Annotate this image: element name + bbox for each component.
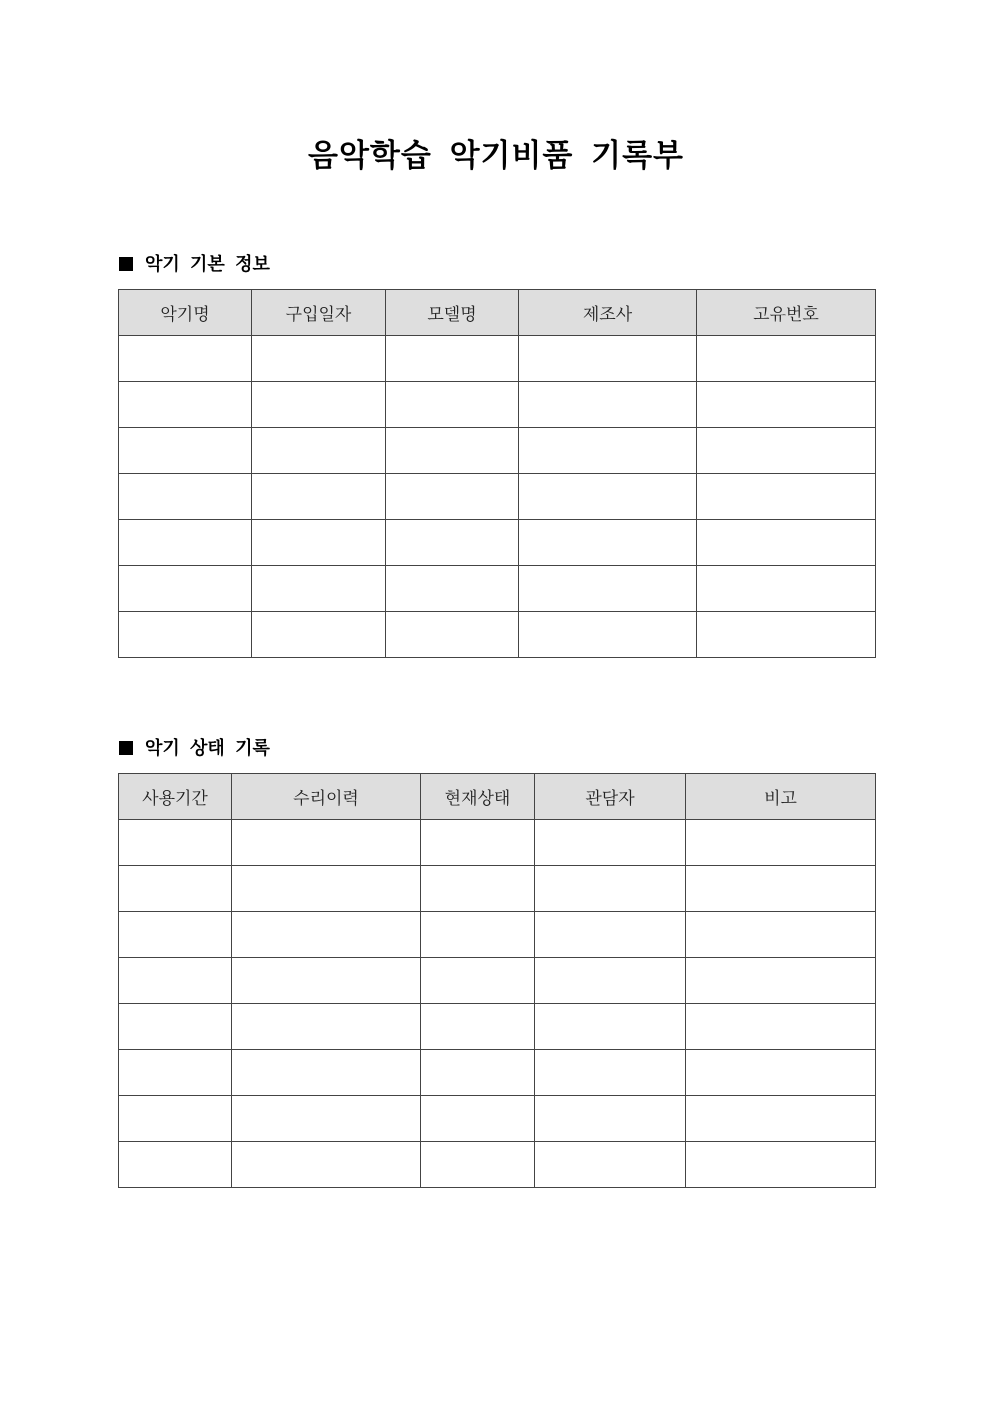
- table-cell-empty[interactable]: [686, 1142, 876, 1188]
- table-cell-empty[interactable]: [697, 566, 876, 612]
- table-cell-empty[interactable]: [519, 336, 697, 382]
- column-header: 현재상태: [421, 774, 535, 820]
- table-row: [119, 1050, 876, 1096]
- table-cell-empty[interactable]: [119, 1050, 232, 1096]
- section-heading-basic-info: [119, 253, 270, 277]
- table-cell-empty[interactable]: [252, 336, 386, 382]
- table-header-row: [119, 774, 876, 820]
- table-cell-empty[interactable]: [421, 1142, 535, 1188]
- table-cell-empty[interactable]: [119, 912, 232, 958]
- table-cell-empty[interactable]: [119, 958, 232, 1004]
- table-cell-empty[interactable]: [697, 382, 876, 428]
- table-cell-empty[interactable]: [232, 1004, 421, 1050]
- table-row: [119, 474, 876, 520]
- table-row: [119, 912, 876, 958]
- table-row: [119, 428, 876, 474]
- table-cell-empty[interactable]: [119, 428, 252, 474]
- table-cell-empty[interactable]: [119, 382, 252, 428]
- section-heading-label: 악기 기본 정보: [145, 254, 270, 275]
- table-cell-empty[interactable]: [535, 1050, 686, 1096]
- column-header: 모델명: [386, 290, 519, 336]
- table-cell-empty[interactable]: [686, 866, 876, 912]
- table-cell-empty[interactable]: [519, 520, 697, 566]
- table-cell-empty[interactable]: [232, 820, 421, 866]
- column-header: 제조사: [519, 290, 697, 336]
- square-bullet-icon: [119, 741, 133, 755]
- column-header: 악기명: [119, 290, 252, 336]
- column-header: 고유번호: [697, 290, 876, 336]
- table-cell-empty[interactable]: [232, 1096, 421, 1142]
- table-cell-empty[interactable]: [697, 520, 876, 566]
- table-cell-empty[interactable]: [421, 1096, 535, 1142]
- basic-info-table: [118, 289, 876, 658]
- table-cell-empty[interactable]: [697, 336, 876, 382]
- table-header-row: [119, 290, 876, 336]
- table-cell-empty[interactable]: [119, 474, 252, 520]
- column-header: 사용기간: [119, 774, 232, 820]
- table-cell-empty[interactable]: [252, 382, 386, 428]
- table-row: [119, 612, 876, 658]
- table-cell-empty[interactable]: [686, 958, 876, 1004]
- table-cell-empty[interactable]: [686, 912, 876, 958]
- table-cell-empty[interactable]: [535, 912, 686, 958]
- column-header: 수리이력: [232, 774, 421, 820]
- table-cell-empty[interactable]: [386, 520, 519, 566]
- table-cell-empty[interactable]: [386, 474, 519, 520]
- table-cell-empty[interactable]: [535, 1142, 686, 1188]
- table-cell-empty[interactable]: [697, 612, 876, 658]
- table-cell-empty[interactable]: [519, 566, 697, 612]
- table-row: [119, 866, 876, 912]
- table-cell-empty[interactable]: [686, 820, 876, 866]
- table-cell-empty[interactable]: [535, 1004, 686, 1050]
- table-cell-empty[interactable]: [232, 912, 421, 958]
- table-row: [119, 1142, 876, 1188]
- table-cell-empty[interactable]: [386, 336, 519, 382]
- square-bullet-icon: [119, 257, 133, 271]
- column-header: 관담자: [535, 774, 686, 820]
- table-row: [119, 382, 876, 428]
- table-row: [119, 1004, 876, 1050]
- table-cell-empty[interactable]: [119, 612, 252, 658]
- table-row: [119, 520, 876, 566]
- table-cell-empty[interactable]: [119, 566, 252, 612]
- table-cell-empty[interactable]: [252, 612, 386, 658]
- table-cell-empty[interactable]: [386, 428, 519, 474]
- status-record-table: [118, 773, 876, 1188]
- table-cell-empty[interactable]: [252, 474, 386, 520]
- table-cell-empty[interactable]: [421, 1050, 535, 1096]
- table-cell-empty[interactable]: [386, 566, 519, 612]
- table-cell-empty[interactable]: [232, 1050, 421, 1096]
- table-cell-empty[interactable]: [421, 1004, 535, 1050]
- table-cell-empty[interactable]: [535, 820, 686, 866]
- table-cell-empty[interactable]: [697, 474, 876, 520]
- table-row: [119, 566, 876, 612]
- table-cell-empty[interactable]: [232, 866, 421, 912]
- section-heading-label: 악기 상태 기록: [145, 738, 270, 759]
- table-row: [119, 958, 876, 1004]
- table-cell-empty[interactable]: [519, 382, 697, 428]
- table-cell-empty[interactable]: [252, 566, 386, 612]
- table-cell-empty[interactable]: [686, 1004, 876, 1050]
- column-header: 구입일자: [252, 290, 386, 336]
- table-cell-empty[interactable]: [119, 520, 252, 566]
- table-row: [119, 820, 876, 866]
- table-cell-empty[interactable]: [232, 1142, 421, 1188]
- table-cell-empty[interactable]: [119, 820, 232, 866]
- table-cell-empty[interactable]: [519, 428, 697, 474]
- table-cell-empty[interactable]: [535, 866, 686, 912]
- table-cell-empty[interactable]: [119, 1142, 232, 1188]
- table-cell-empty[interactable]: [519, 612, 697, 658]
- table-cell-empty[interactable]: [686, 1096, 876, 1142]
- table-cell-empty[interactable]: [421, 820, 535, 866]
- column-header: 비고: [686, 774, 876, 820]
- table-cell-empty[interactable]: [386, 612, 519, 658]
- table-cell-empty[interactable]: [519, 474, 697, 520]
- table-cell-empty[interactable]: [232, 958, 421, 1004]
- table-cell-empty[interactable]: [421, 958, 535, 1004]
- table-cell-empty[interactable]: [421, 912, 535, 958]
- table-cell-empty[interactable]: [119, 866, 232, 912]
- table-cell-empty[interactable]: [386, 382, 519, 428]
- section-heading-status-record: [119, 737, 270, 761]
- document-title: 음악학습 악기비품 기록부: [308, 138, 684, 174]
- table-cell-empty[interactable]: [697, 428, 876, 474]
- table-cell-empty[interactable]: [119, 1004, 232, 1050]
- table-cell-empty[interactable]: [421, 866, 535, 912]
- table-cell-empty[interactable]: [252, 520, 386, 566]
- table-row: [119, 1096, 876, 1142]
- table-cell-empty[interactable]: [686, 1050, 876, 1096]
- table-cell-empty[interactable]: [119, 336, 252, 382]
- table-cell-empty[interactable]: [535, 958, 686, 1004]
- table-cell-empty[interactable]: [535, 1096, 686, 1142]
- table-cell-empty[interactable]: [252, 428, 386, 474]
- table-row: [119, 336, 876, 382]
- table-cell-empty[interactable]: [119, 1096, 232, 1142]
